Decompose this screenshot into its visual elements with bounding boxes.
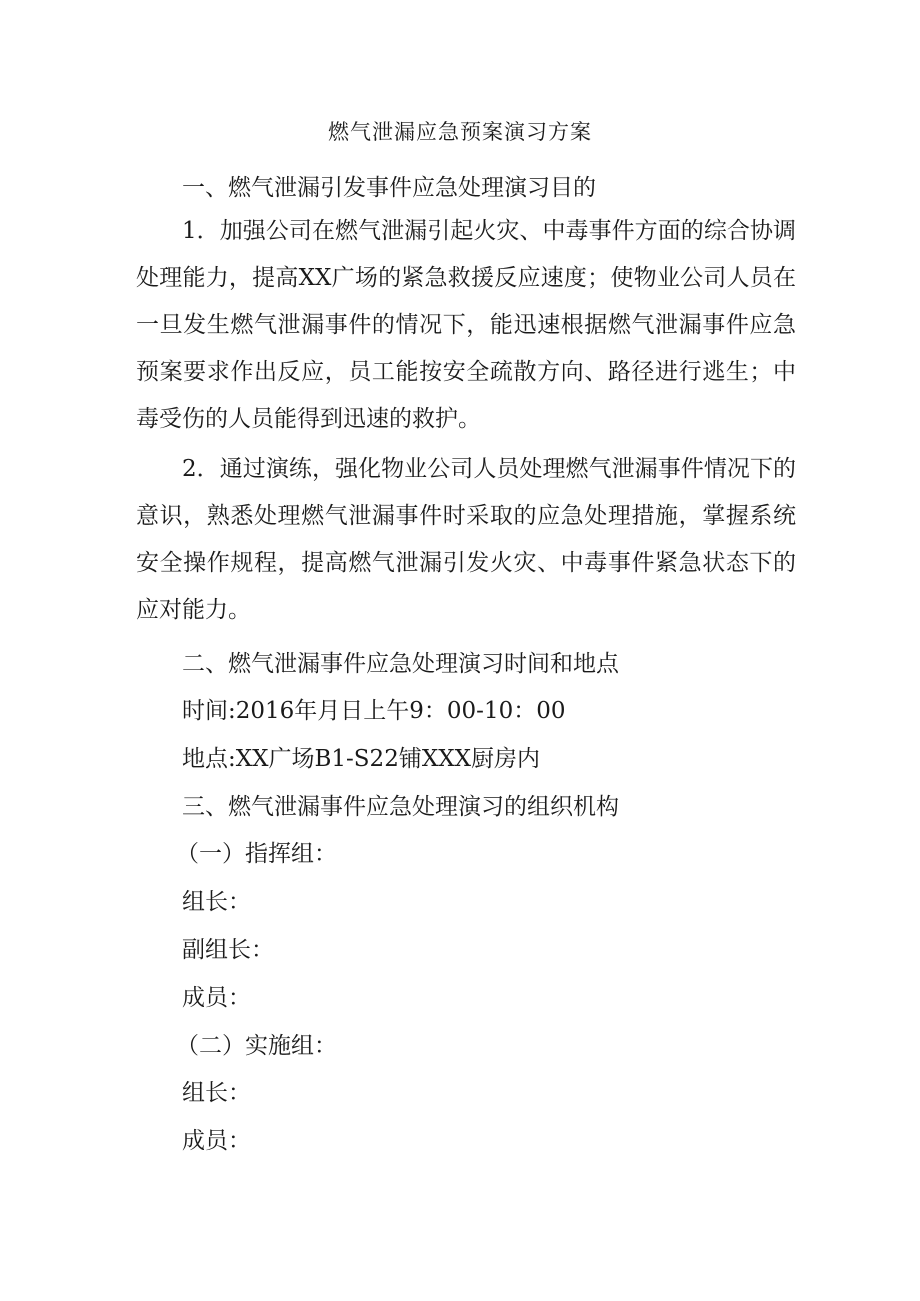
section3-heading: 三、燃气泄漏事件应急处理演习的组织机构 xyxy=(182,794,619,820)
group1-members: 成员： xyxy=(182,985,251,1011)
paragraph-2: 2．通过演练，强化物业公司人员处理燃气泄漏事件情况下的意识，熟悉处理燃气泄漏事件时采取的应急处理措施，掌握系统安全操作规程，提高燃气泄漏引发火灾、中毒事件紧急状态下的应对能力。 xyxy=(136,456,796,623)
group2-leader: 组长： xyxy=(182,1080,251,1106)
group2-members: 成员： xyxy=(182,1128,251,1154)
group1-heading: （一）指挥组： xyxy=(176,841,337,867)
group2-heading: （二）实施组： xyxy=(176,1033,337,1059)
time-line: 时间:2016年月日上午9：00-10：00 xyxy=(182,698,566,724)
section1-heading: 一、燃气泄漏引发事件应急处理演习目的 xyxy=(182,175,596,201)
group1-deputy: 副组长： xyxy=(182,937,274,963)
place-line: 地点:XX广场B1-S22铺XXX厨房内 xyxy=(182,746,540,772)
section2-heading: 二、燃气泄漏事件应急处理演习时间和地点 xyxy=(182,651,619,677)
paragraph-1: 1．加强公司在燃气泄漏引起火灾、中毒事件方面的综合协调处理能力，提高XX广场的紧急救援反应速度；使物业公司人员在一旦发生燃气泄漏事件的情况下，能迅速根据燃气泄漏事件应急预案要求作出反应，员工能按安全疏散方向、路径进行逃生；中毒受伤的人员能得到迅速的救护。 xyxy=(136,218,796,432)
group1-leader: 组长： xyxy=(182,889,251,915)
document-title: 燃气泄漏应急预案演习方案 xyxy=(328,120,592,144)
